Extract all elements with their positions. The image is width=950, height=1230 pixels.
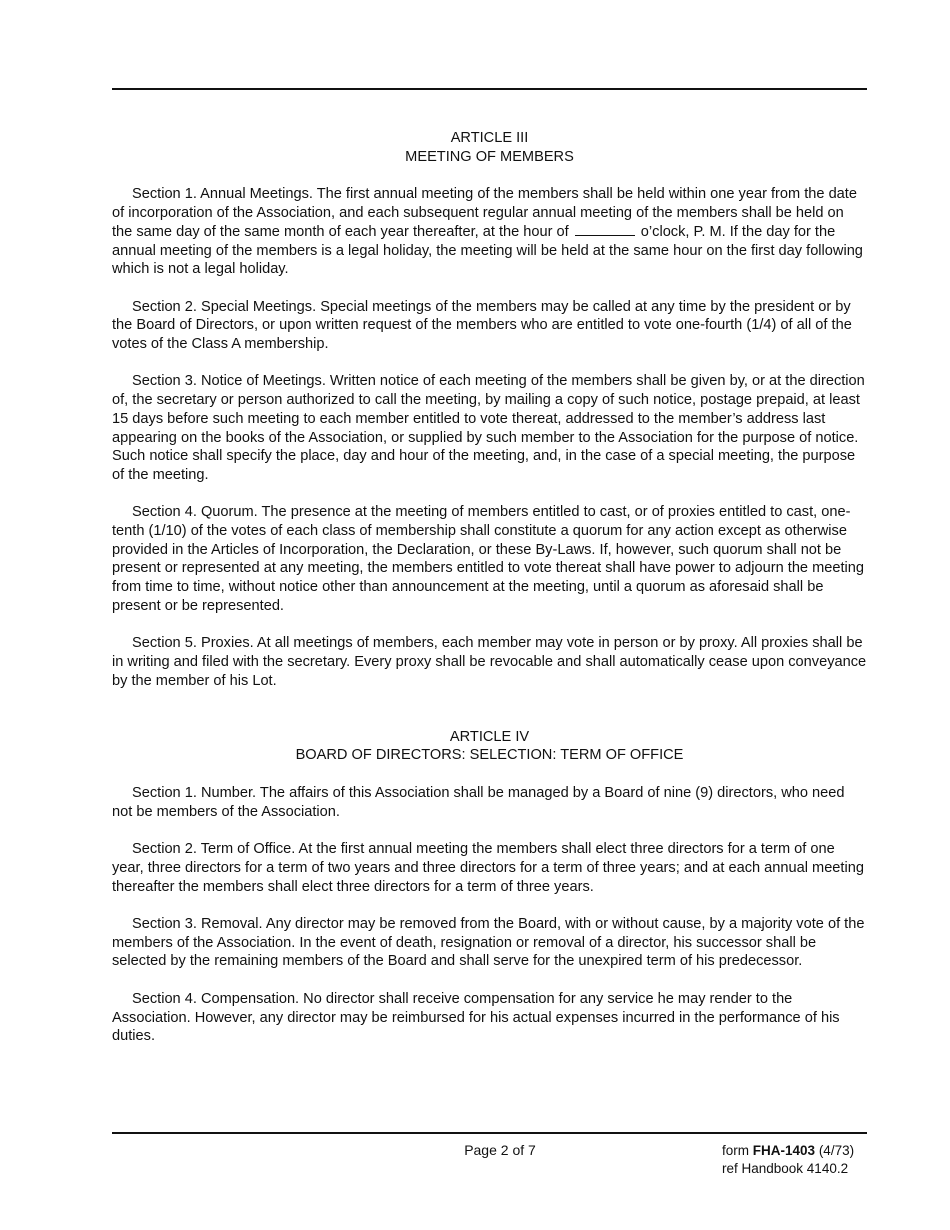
handbook-reference: ref Handbook 4140.2 (722, 1161, 849, 1176)
article-3-section-3: Section 3. Notice of Meetings. Written notice of each meeting of the members shall be given by, or at the direction of, the secretary or person authorized to call the meeting, by mailing a copy of such notice, postage prepaid, at least 15 days before such meeting to each member entitled to vote thereat, addressed to the member’s address last appearing on the books of the Association, or supplied by such member to the Association for the purpose of notice. Such notice shall specify the place, day and hour of the meeting, and, in the case of a special meeting, the purpose of the meeting. (112, 373, 865, 483)
document-body (112, 129, 867, 1065)
article-3-section-1-text-after: o’clock, P. M. If the day for the annual meeting of the members is a legal holiday, the meeting will be held at the same hour on the first day following which is not a legal holiday. (112, 223, 863, 278)
article-3-subtitle: MEETING OF MEMBERS (405, 148, 574, 165)
form-id: FHA-1403 (752, 1143, 816, 1158)
form-line (722, 1142, 854, 1160)
article-3-title: ARTICLE III (450, 130, 529, 146)
article-3-section-5: Section 5. Proxies. At all meetings of members, each member may vote in person or by proxy. All proxies shall be in writing and filed with the secretary. Every proxy shall be revocable and shall automatically cease upon conveyance by the member of his Lot. (112, 635, 867, 689)
article-4-heading (112, 728, 867, 765)
article-4-section-2: Section 2. Term of Office. At the first annual meeting the members shall elect three directors for a term of one year, three directors for a term of two years and three directors for a term of three years; and at each annual meeting thereafter the members shall elect three directors for a term of three years. (112, 841, 864, 895)
article-4-section-4: Section 4. Compensation. No director shall receive compensation for any service he may render to the Association. However, any director may be reimbursed for his actual expenses incurred in the performance of his duties. (112, 990, 840, 1045)
article-4-subtitle: BOARD OF DIRECTORS: SELECTION: TERM OF OFFICE (295, 747, 684, 764)
page-number: Page 2 of 7 (464, 1142, 536, 1158)
top-rule (112, 88, 867, 90)
form-prefix: form (722, 1143, 749, 1158)
article-4-title: ARTICLE IV (449, 728, 530, 745)
bottom-rule (112, 1132, 867, 1134)
article-3-section-2: Section 2. Special Meetings. Special meetings of the members may be called at any time by the president or by the Board of Directors, or upon written request of the members who are entitled to vote one-fourth (1/4) of all of the votes of the Class A membership. (112, 298, 852, 353)
form-identifier (722, 1142, 854, 1178)
article-3-section-1-text: Section 1. Annual Meetings. The first annual meeting of the members shall be held within one year from the date of incorporation of the Association, and each subsequent regular annual meeting of the members shall be held on the same day of the same month of each year thereafter, at the hour of (112, 186, 857, 240)
form-date: (4/73) (818, 1143, 855, 1158)
article-4-section-3: Section 3. Removal. Any director may be removed from the Board, with or without cause, by a majority vote of the members of the Association. In the event of death, resignation or removal of a director, his successor shall be selected by the remaining members of the Board and shall serve for the unexpired term of his predecessor. (112, 916, 865, 970)
article-4-section-1: Section 1. Number. The affairs of this Association shall be managed by a Board of nine (9) directors, who need not be members of the Association. (112, 785, 845, 820)
hour-blank (575, 223, 635, 236)
article-3-heading (112, 129, 867, 166)
article-3-section-4: Section 4. Quorum. The presence at the meeting of members entitled to cast, or of proxies entitled to cast, one-tenth (1/10) of the votes of each class of membership shall constitute a quorum for any action except as otherwise provided in the Articles of Incorporation, the Declaration, or these By-Laws. If, however, such quorum shall not be present or represented at any meeting, the members entitled to vote thereat shall have power to adjourn the meeting from time to time, without notice other than announcement at the meeting, until a quorum as aforesaid shall be present or be represented. (112, 504, 865, 614)
article-3-section-1 (112, 185, 867, 279)
